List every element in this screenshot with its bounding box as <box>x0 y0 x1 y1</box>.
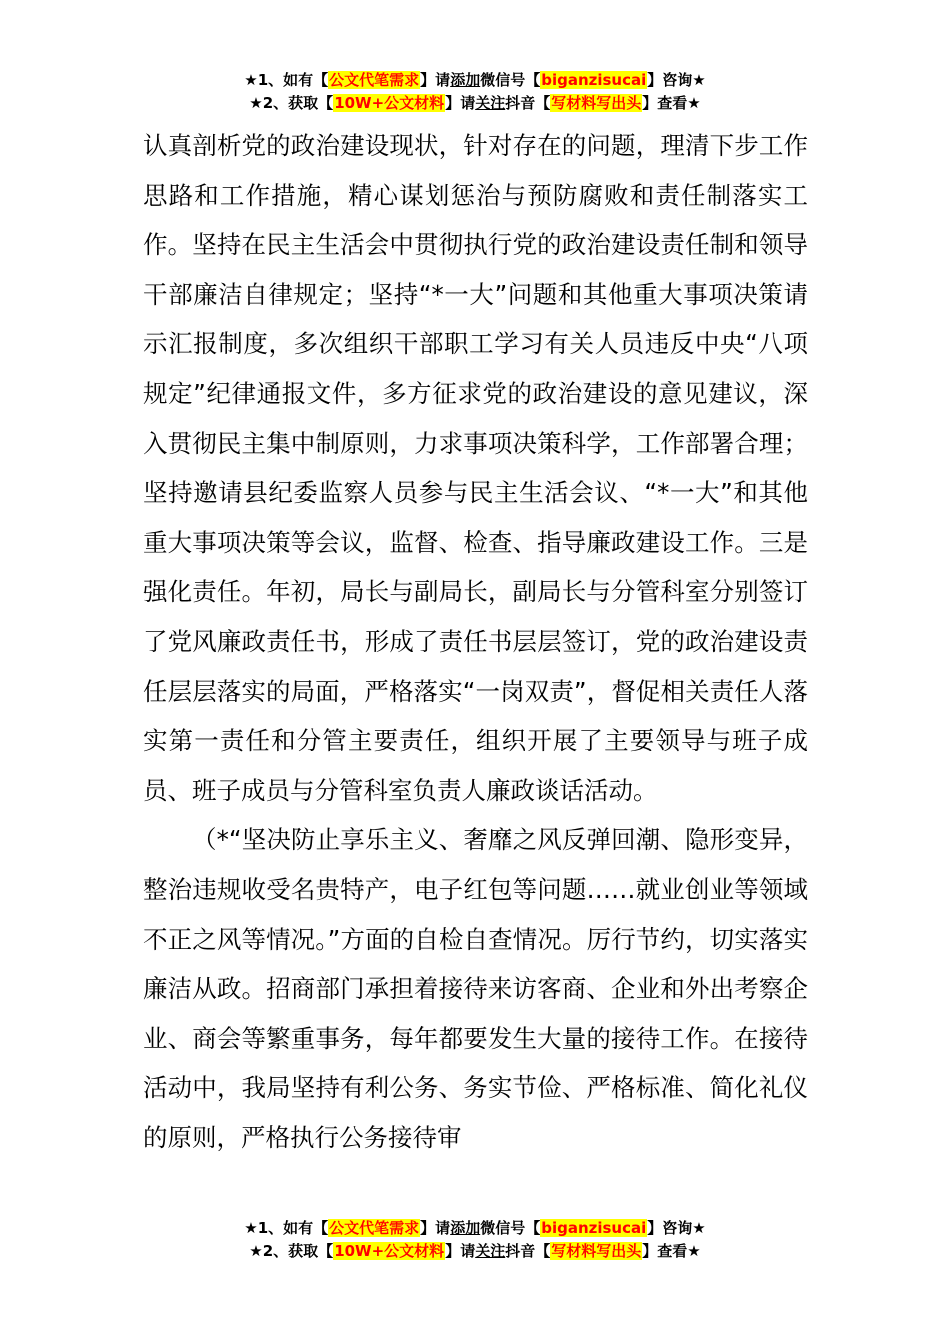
footer-promo-line-1 <box>0 1218 950 1241</box>
promo-underlined: 添加 <box>450 1219 481 1237</box>
promo-highlight: 写材料写出头 <box>551 94 642 112</box>
header-promo <box>0 70 950 116</box>
body-paragraph-1: 认真剖析党的政治建设现状，针对存在的问题，理清下步工作思路和工作措施，精心谋划惩治与预防腐败和责任制落实工作。坚持在民主生活会中贯彻执行党的政治建设责任制和领导干部廉洁自律规定；坚持“*一大”问题和其他重大事项决策请示汇报制度，多次组织干部职工学习有关人员违反中央“八项规定”纪律通报文件，多方征求党的政治建设的意见建议，深入贯彻民主集中制原则，力求事项决策科学，工作部署合理；坚持邀请县纪委监察人员参与民主生活会议、“*一大”和其他重大事项决策等会议，监督、检查、指导廉政建设工作。三是强化责任。年初，局长与副局长，副局长与分管科室分别签订了党风廉政责任书，形成了责任书层层签订，党的政治建设责任层层落实的局面，严格落实“一岗双责”，督促相关责任人落实第一责任和分管主要责任，组织开展了主要领导与班子成员、班子成员与分管科室负责人廉政谈话活动。 <box>143 131 808 805</box>
promo-highlight: biganzisucai <box>541 71 647 89</box>
promo-text: 抖音【 <box>505 1242 551 1260</box>
document-body <box>143 121 808 1162</box>
promo-text: 】咨询★ <box>647 71 706 89</box>
promo-underlined: 添加 <box>450 71 481 89</box>
promo-text: 】咨询★ <box>647 1219 706 1237</box>
promo-highlight: 10W+公文材料 <box>334 1242 445 1260</box>
promo-highlight: 10W+公文材料 <box>334 94 445 112</box>
promo-text: 微信号【 <box>480 1219 541 1237</box>
promo-text: 】查看★ <box>642 94 701 112</box>
promo-text: ★1、如有【 <box>244 1219 329 1237</box>
promo-text: 】请 <box>420 1219 451 1237</box>
promo-text: 】请 <box>420 71 451 89</box>
promo-text: ★2、获取【 <box>249 94 334 112</box>
promo-highlight: biganzisucai <box>541 1219 647 1237</box>
promo-text: 抖音【 <box>505 94 551 112</box>
footer-promo <box>0 1218 950 1264</box>
promo-highlight: 写材料写出头 <box>551 1242 642 1260</box>
promo-text: ★2、获取【 <box>249 1242 334 1260</box>
promo-text: 】请 <box>445 94 476 112</box>
promo-underlined: 关注 <box>475 1242 506 1260</box>
promo-text: 】查看★ <box>642 1242 701 1260</box>
header-promo-line-2 <box>0 93 950 116</box>
header-promo-line-1 <box>0 70 950 93</box>
promo-text: ★1、如有【 <box>244 71 329 89</box>
promo-text: 微信号【 <box>480 71 541 89</box>
footer-promo-line-2 <box>0 1241 950 1264</box>
body-paragraph-2: （*“坚决防止享乐主义、奢靡之风反弹回潮、隐形变异，整治违规收受名贵特产，电子红包等问题……就业创业等领域不正之风等情况。”方面的自检自查情况。厉行节约，切实落实廉洁从政。招商部门承担着接待来访客商、企业和外出考察企业、商会等繁重事务，每年都要发生大量的接待工作。在接待活动中，我局坚持有利公务、务实节俭、严格标准、简化礼仪的原则，严格执行公务接待审 <box>143 825 808 1152</box>
promo-highlight: 公文代笔需求 <box>329 71 420 89</box>
promo-text: 】请 <box>445 1242 476 1260</box>
promo-highlight: 公文代笔需求 <box>329 1219 420 1237</box>
promo-underlined: 关注 <box>475 94 506 112</box>
